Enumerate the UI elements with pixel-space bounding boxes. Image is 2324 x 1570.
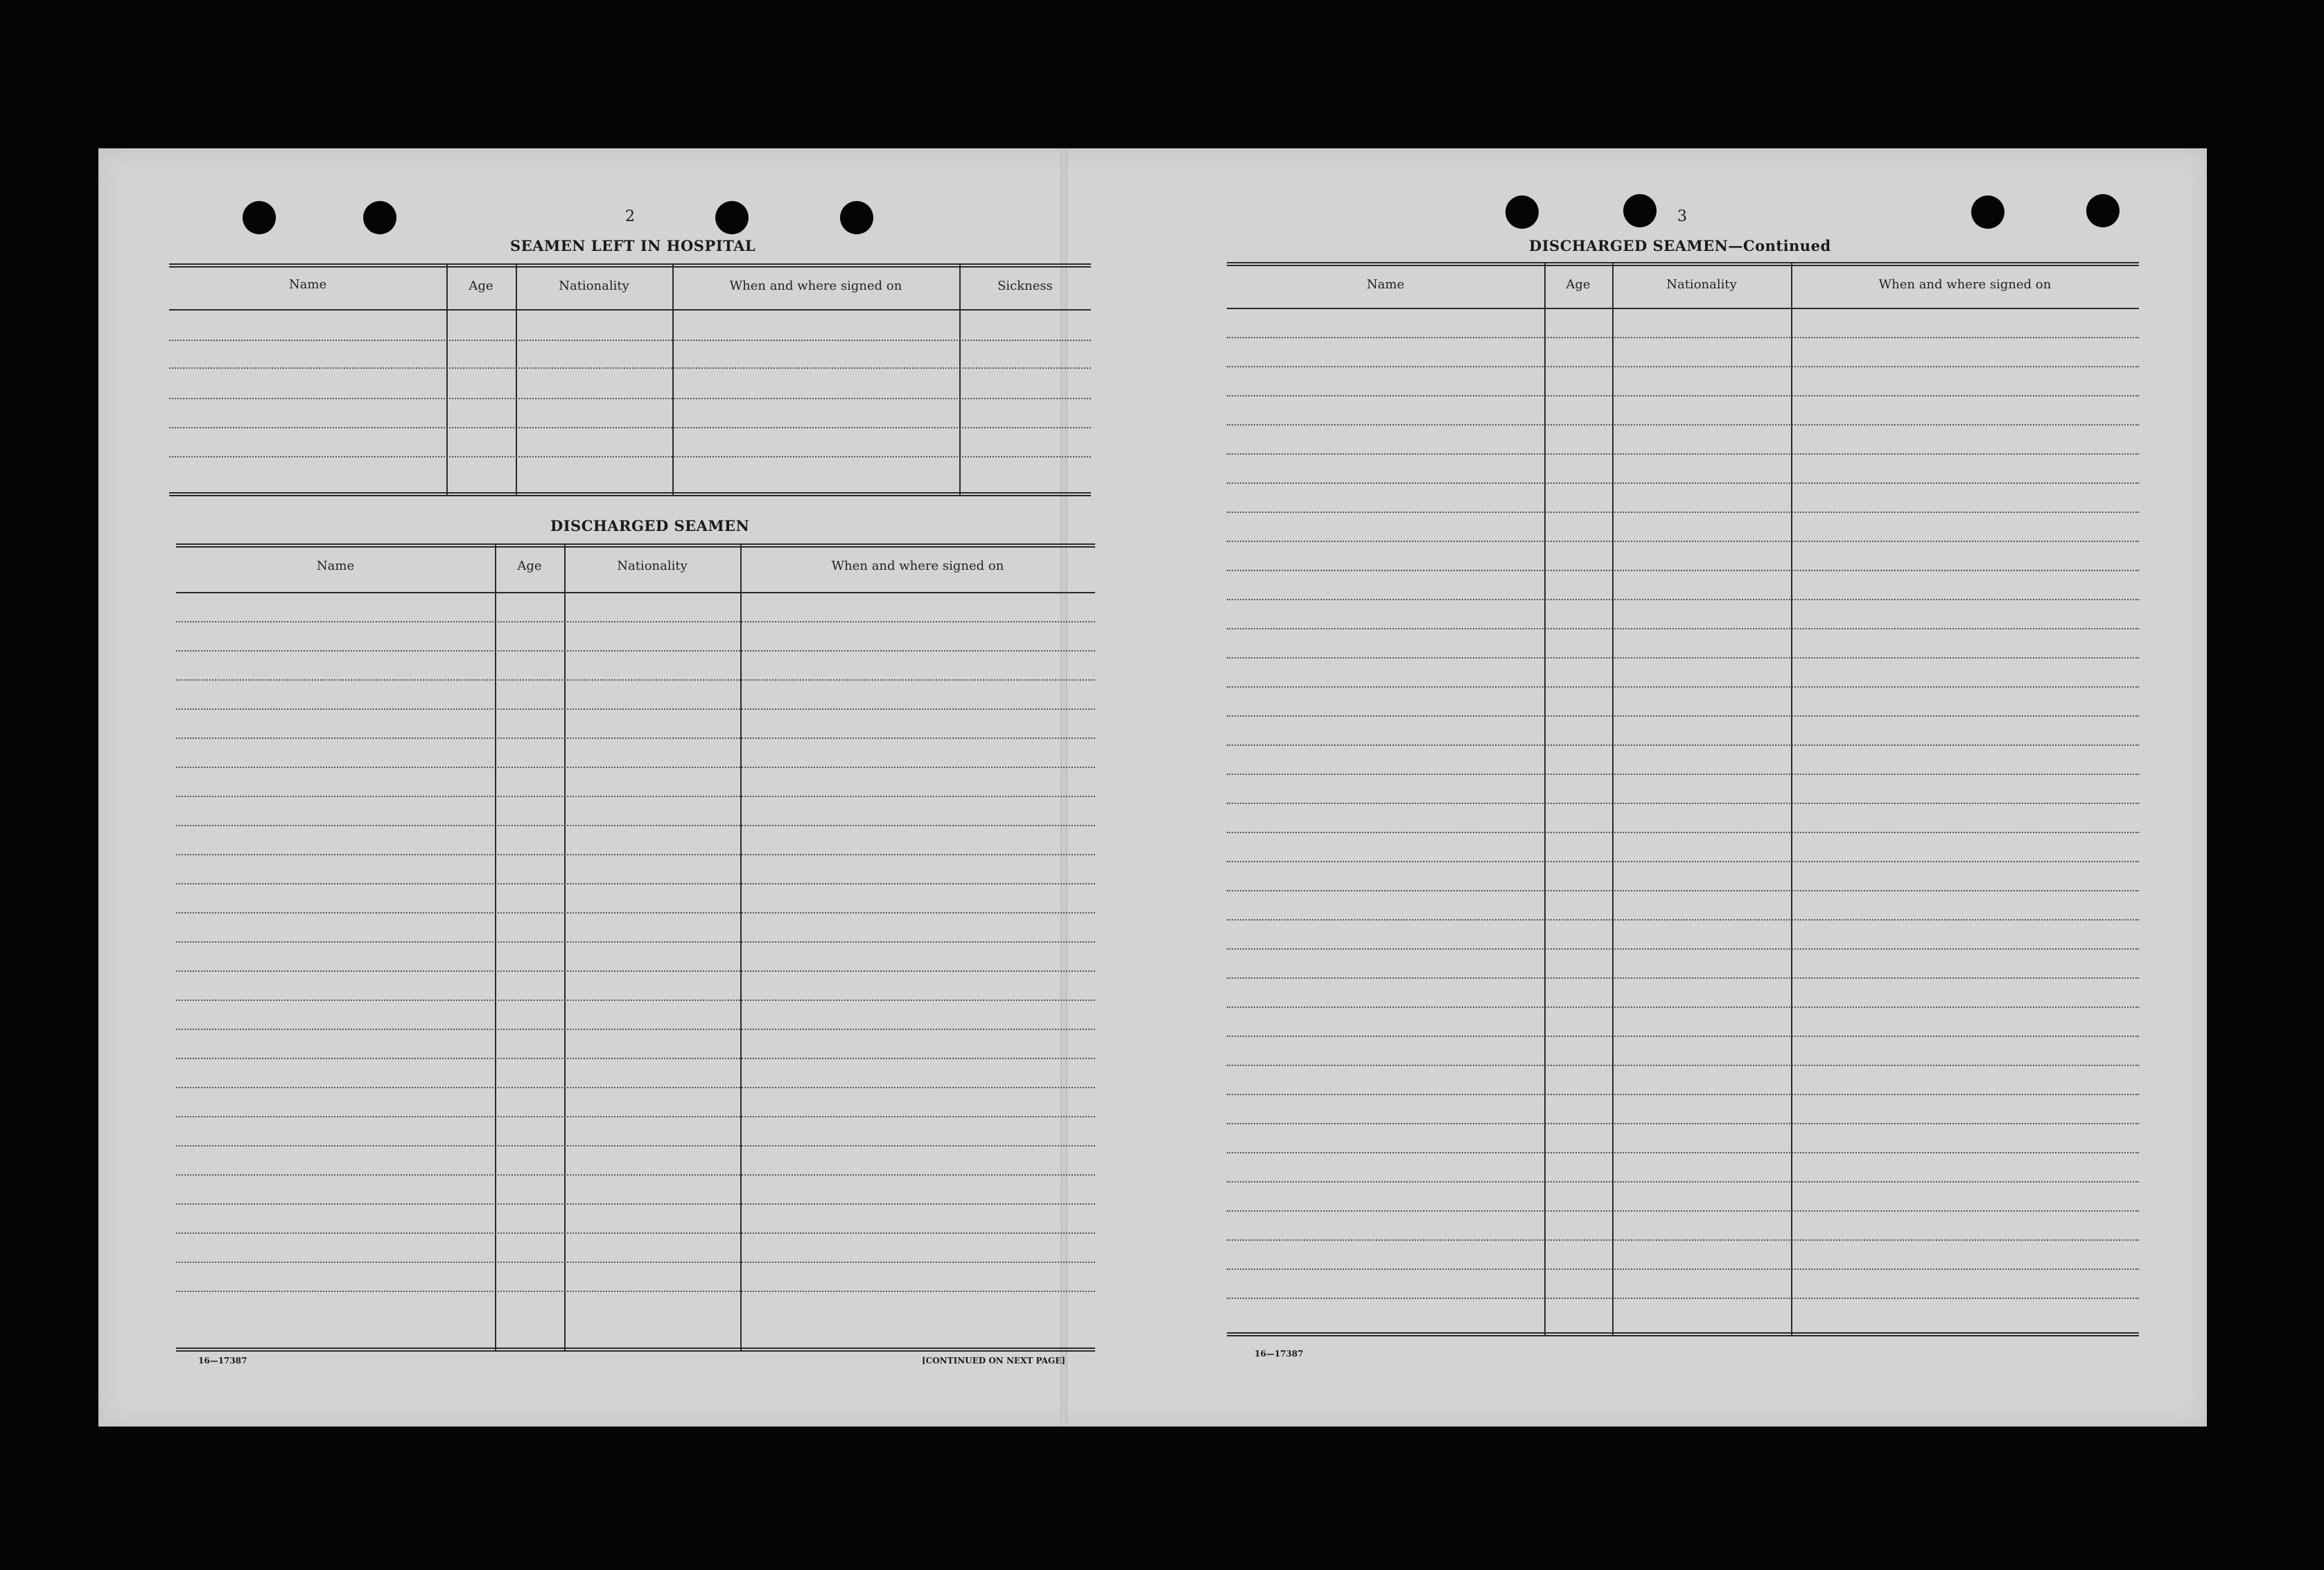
column-header-age: Age [517, 559, 542, 573]
discharged-continued-title: DISCHARGED SEAMEN—Continued [1529, 237, 1831, 254]
column-header-nationality: Nationality [559, 279, 629, 293]
column-header-name: Name [1366, 277, 1405, 292]
column-header-age: Age [1566, 277, 1591, 292]
discharged-table-left [176, 543, 1095, 1352]
hospital-table [169, 263, 1091, 499]
page-number-left: 2 [625, 208, 635, 225]
punch-hole [2086, 194, 2120, 227]
column-header-name: Name [316, 559, 355, 573]
hospital-section-title: SEAMEN LEFT IN HOSPITAL [510, 237, 756, 254]
column-header-nationality: Nationality [617, 559, 688, 573]
punch-hole [1971, 195, 2004, 229]
punch-hole [1505, 195, 1539, 229]
form-number-left: 16—17387 [198, 1356, 247, 1366]
punch-hole [1623, 194, 1657, 227]
column-header-sickness: Sickness [997, 279, 1053, 293]
page-number-right: 3 [1677, 208, 1687, 225]
form-number-right: 16—17387 [1255, 1349, 1304, 1359]
column-header-nationality: Nationality [1666, 277, 1737, 292]
column-header-signed-on: When and where signed on [1878, 277, 2052, 292]
continued-note: [CONTINUED ON NEXT PAGE] [922, 1356, 1066, 1366]
discharged-section-title: DISCHARGED SEAMEN [550, 517, 750, 534]
punch-hole [715, 201, 749, 234]
column-header-signed-on: When and where signed on [729, 279, 902, 293]
column-header-age: Age [469, 279, 493, 293]
discharged-table-right [1227, 262, 2139, 1343]
punch-hole [363, 201, 396, 234]
column-header-signed-on: When and where signed on [831, 559, 1004, 573]
column-header-name: Name [288, 277, 327, 292]
punch-hole [840, 201, 873, 234]
punch-hole [243, 201, 276, 234]
